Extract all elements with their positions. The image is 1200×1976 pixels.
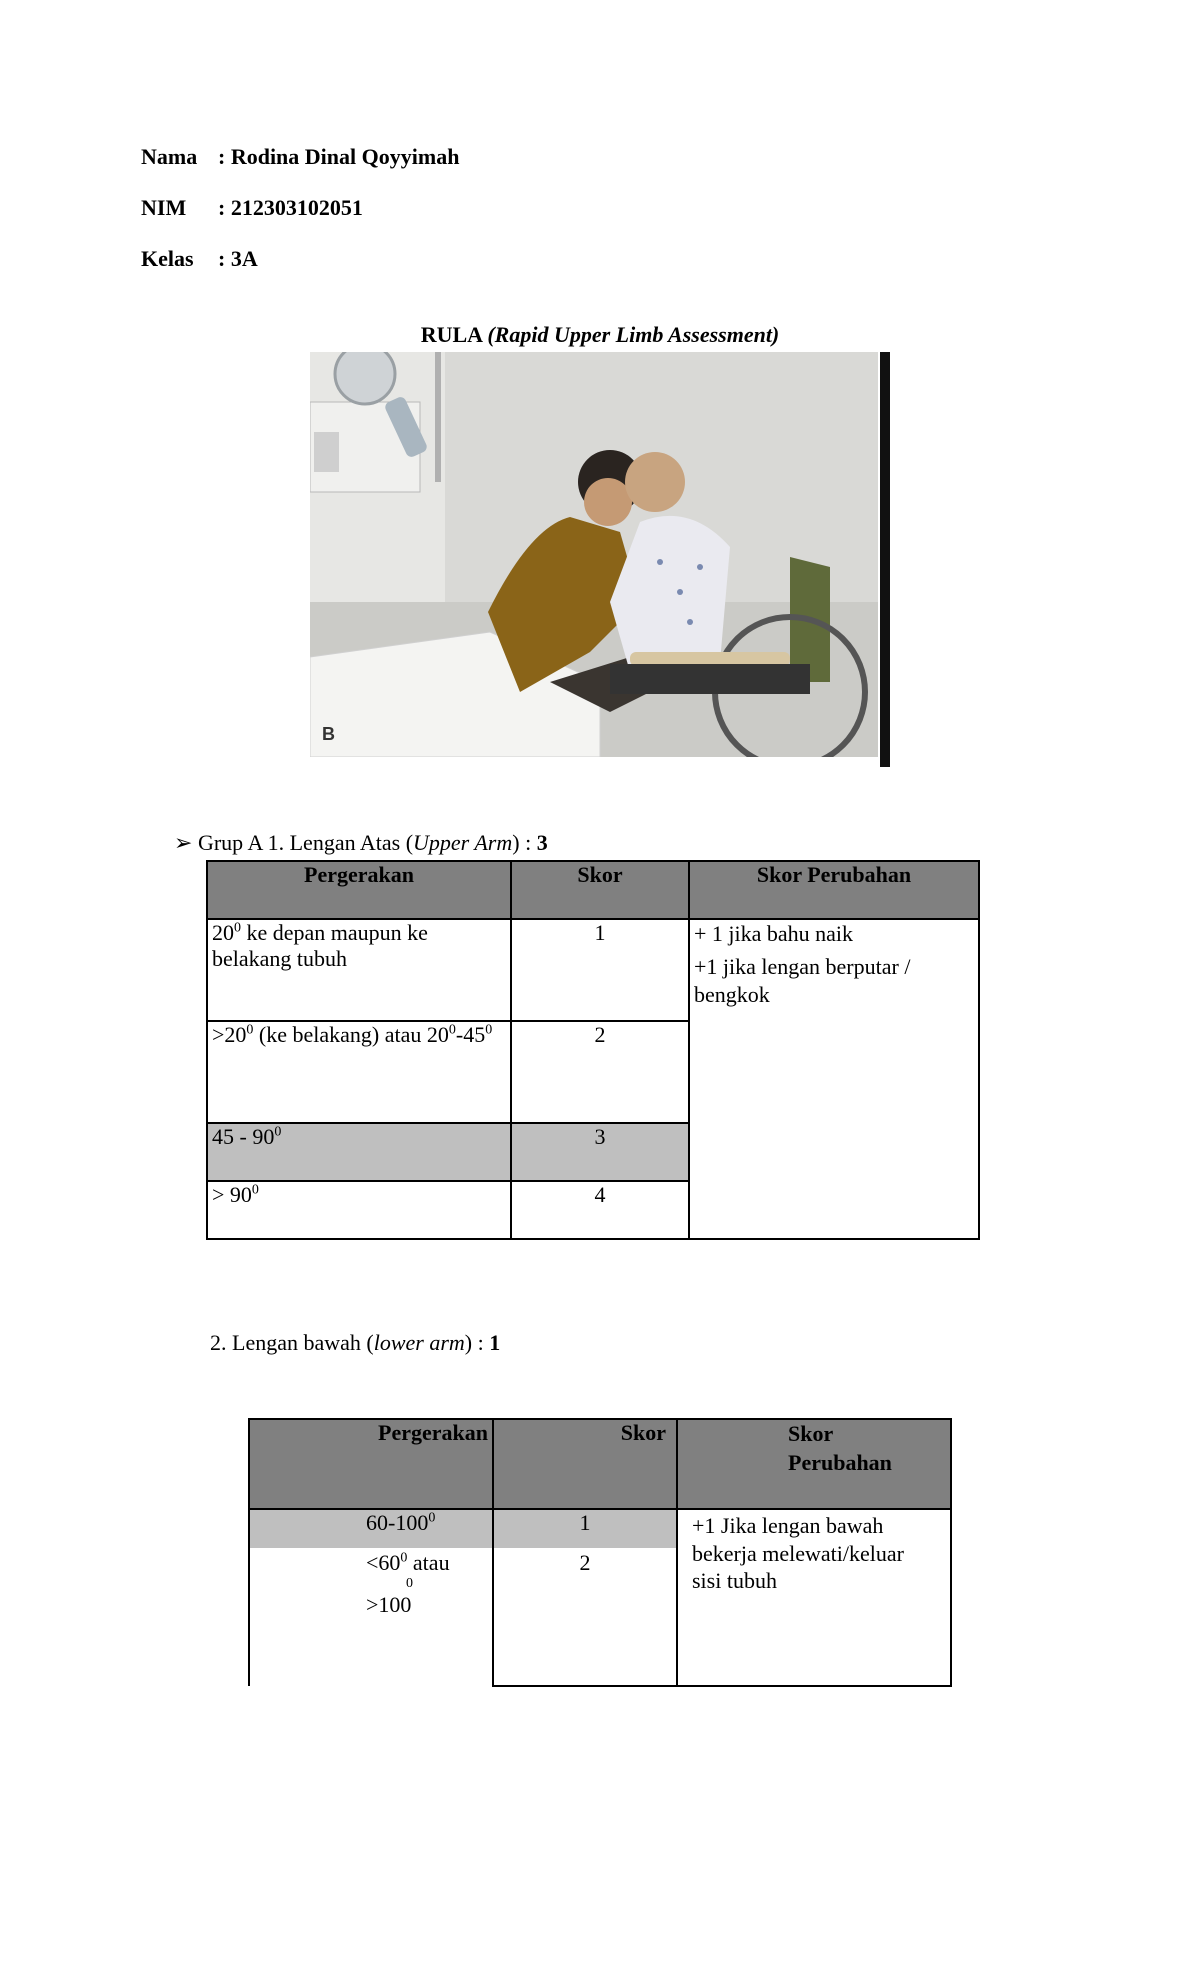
group-a-suffix: ) : xyxy=(512,830,537,855)
lower-arm-score: 1 xyxy=(489,1330,501,1355)
t2-r2-movement: $<60^0$ atau 0 >100 xyxy=(366,1550,450,1617)
lower-arm-heading xyxy=(210,1330,500,1356)
t1-r3-score: 3 xyxy=(511,1123,689,1181)
t1-r3-movement: $45 - 90^0$ xyxy=(207,1123,511,1181)
rula-photo xyxy=(310,352,878,757)
t2-header-score: Skor xyxy=(493,1419,677,1509)
class-value: : 3A xyxy=(218,246,258,271)
class-row xyxy=(141,246,258,272)
upper-arm-table xyxy=(206,860,980,1240)
table-row xyxy=(207,919,979,1021)
nim-label: NIM xyxy=(141,195,187,220)
t2-header-movement: Pergerakan xyxy=(249,1419,493,1509)
lower-arm-table xyxy=(248,1418,952,1687)
group-a-score: 3 xyxy=(536,830,548,855)
title-sub: (Rapid Upper Limb Assessment) xyxy=(487,322,780,347)
lower-arm-prefix: 2. Lengan bawah ( xyxy=(210,1330,374,1355)
lower-arm-term: lower arm xyxy=(373,1330,465,1355)
name-value: : Rodina Dinal Qoyyimah xyxy=(218,144,460,169)
t1-header-change: Skor Perubahan xyxy=(689,861,979,919)
page-title xyxy=(0,322,1200,348)
t2-header-change xyxy=(677,1419,951,1509)
bullet-icon: ➢ xyxy=(174,830,193,855)
photo-illustration xyxy=(310,352,878,757)
nim-value: : 212303102051 xyxy=(218,195,363,220)
t2-r2-score: 2 xyxy=(579,1550,591,1575)
photo-border-bar xyxy=(880,352,890,767)
group-a-prefix: Grup A 1. Lengan Atas ( xyxy=(197,830,414,855)
t1-r2-score: 2 xyxy=(511,1021,689,1123)
t1-r1-score: 1 xyxy=(511,919,689,1021)
photo-panel-letter: B xyxy=(322,724,335,744)
name-label: Nama xyxy=(141,144,198,169)
name-row xyxy=(141,144,459,170)
lower-arm-suffix: ) : xyxy=(464,1330,490,1355)
t2-header-change-1: Skor xyxy=(788,1421,834,1446)
t2-r1-score: 1 xyxy=(494,1510,676,1548)
t2-change-cell: +1 Jika lengan bawah bekerja melewati/keluar sisi tubuh xyxy=(677,1509,951,1686)
t1-change-cell xyxy=(689,919,979,1239)
group-a-term: Upper Arm xyxy=(413,830,513,855)
t1-r4-movement: > $90^0$ xyxy=(207,1181,511,1239)
t1-header-score: Skor xyxy=(511,861,689,919)
t1-change-2: +1 jika lengan berputar / bengkok xyxy=(694,953,911,1008)
group-a-heading xyxy=(174,830,548,856)
t1-r4-score: 4 xyxy=(511,1181,689,1239)
t2-r1-movement: $60-100^0$ xyxy=(250,1510,492,1548)
t2-header-change-2: Perubahan xyxy=(788,1449,892,1475)
class-label: Kelas xyxy=(141,246,194,271)
t2-movement-cell xyxy=(249,1509,493,1686)
title-main: RULA xyxy=(420,322,482,347)
t1-r1-movement: $20^0$ ke depan maupun ke belakang tubuh xyxy=(207,919,511,1021)
t2-score-cell xyxy=(493,1509,677,1686)
table-row xyxy=(249,1509,951,1686)
t1-r2-movement: $>20^0$ (ke belakang) atau $20^0-45^0$ xyxy=(207,1021,511,1123)
t1-change-1: + 1 jika bahu naik xyxy=(694,921,854,946)
nim-row xyxy=(141,195,363,221)
t1-header-movement: Pergerakan xyxy=(207,861,511,919)
